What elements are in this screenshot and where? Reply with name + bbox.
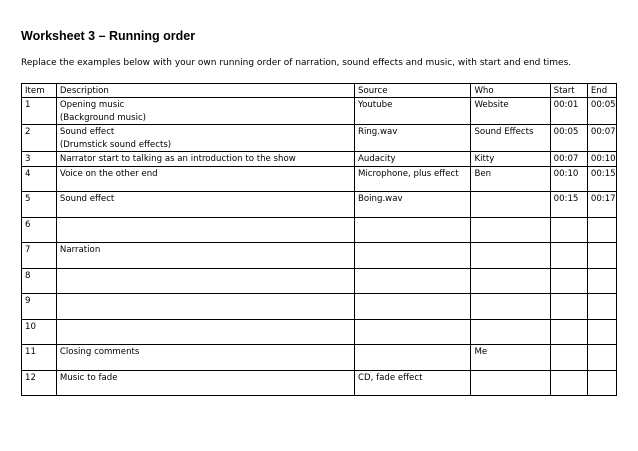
start-cell: 00:15 — [550, 192, 587, 218]
source-cell: Microphone, plus effect — [355, 166, 471, 192]
header-end: End — [587, 84, 616, 98]
end-cell — [587, 345, 616, 371]
item-cell: 11 — [22, 345, 57, 371]
who-cell — [471, 243, 550, 269]
description-cell: Sound effect — [56, 192, 354, 218]
end-cell: 00:05 — [587, 98, 616, 125]
source-cell — [355, 243, 471, 269]
description-cell — [56, 268, 354, 294]
who-cell — [471, 319, 550, 345]
item-cell: 5 — [22, 192, 57, 218]
description-line: (Drumstick sound effects) — [59, 139, 172, 150]
item-cell: 1 — [22, 98, 57, 125]
description-cell: Narration — [56, 243, 354, 269]
end-cell: 00:15 — [587, 166, 616, 192]
who-cell — [471, 268, 550, 294]
table-row — [22, 243, 617, 269]
item-cell: 4 — [22, 166, 57, 192]
header-start: Start — [550, 84, 587, 98]
who-cell: Kitty — [471, 152, 550, 167]
start-cell — [550, 345, 587, 371]
header-who: Who — [471, 84, 550, 98]
source-cell — [355, 294, 471, 320]
table-row — [22, 319, 617, 345]
source-cell: Ring.wav — [355, 125, 471, 152]
end-cell: 00:17 — [587, 192, 616, 218]
description-cell: Narrator start to talking as an introduction to the show — [56, 152, 354, 167]
start-cell — [550, 370, 587, 396]
end-cell: 00:07 — [587, 125, 616, 152]
table-row — [22, 345, 617, 371]
worksheet-instructions: Replace the examples below with your own running order of narration, sound effects and music, with start and end times. — [21, 58, 572, 68]
source-cell: Boing.wav — [355, 192, 471, 218]
who-cell: Sound Effects — [471, 125, 550, 152]
end-cell — [587, 268, 616, 294]
table-row — [22, 192, 617, 218]
who-cell — [471, 217, 550, 243]
table-header-row — [22, 84, 617, 98]
header-item: Item — [22, 84, 57, 98]
source-cell — [355, 319, 471, 345]
item-cell: 3 — [22, 152, 57, 167]
item-cell: 2 — [22, 125, 57, 152]
end-cell: 00:10 — [587, 152, 616, 167]
source-cell: Youtube — [355, 98, 471, 125]
description-cell — [56, 98, 354, 125]
end-cell — [587, 243, 616, 269]
who-cell — [471, 294, 550, 320]
description-cell: Music to fade — [56, 370, 354, 396]
source-cell — [355, 217, 471, 243]
who-cell — [471, 192, 550, 218]
end-cell — [587, 319, 616, 345]
start-cell — [550, 217, 587, 243]
table-row — [22, 125, 617, 152]
who-cell: Ben — [471, 166, 550, 192]
header-description: Description — [56, 84, 354, 98]
description-cell — [56, 217, 354, 243]
item-cell: 8 — [22, 268, 57, 294]
who-cell: Website — [471, 98, 550, 125]
end-cell — [587, 217, 616, 243]
start-cell — [550, 294, 587, 320]
description-cell — [56, 125, 354, 152]
description-line: (Background music) — [59, 112, 147, 123]
source-cell — [355, 268, 471, 294]
description-cell — [56, 294, 354, 320]
start-cell: 00:10 — [550, 166, 587, 192]
header-source: Source — [355, 84, 471, 98]
start-cell: 00:05 — [550, 125, 587, 152]
table-row — [22, 152, 617, 167]
start-cell: 00:01 — [550, 98, 587, 125]
description-line: Opening music — [59, 100, 125, 110]
table-row — [22, 370, 617, 396]
worksheet-title: Worksheet 3 – Running order — [21, 29, 196, 43]
description-cell: Voice on the other end — [56, 166, 354, 192]
source-cell — [355, 345, 471, 371]
source-cell: CD, fade effect — [355, 370, 471, 396]
running-order-table — [21, 83, 617, 396]
item-cell: 6 — [22, 217, 57, 243]
start-cell — [550, 319, 587, 345]
start-cell — [550, 268, 587, 294]
description-cell — [56, 319, 354, 345]
description-cell: Closing comments — [56, 345, 354, 371]
table-row — [22, 166, 617, 192]
start-cell: 00:07 — [550, 152, 587, 167]
start-cell — [550, 243, 587, 269]
who-cell: Me — [471, 345, 550, 371]
item-cell: 7 — [22, 243, 57, 269]
item-cell: 12 — [22, 370, 57, 396]
end-cell — [587, 294, 616, 320]
table-row — [22, 98, 617, 125]
item-cell: 9 — [22, 294, 57, 320]
table-row — [22, 294, 617, 320]
description-line: Sound effect — [59, 127, 115, 137]
who-cell — [471, 370, 550, 396]
table-row — [22, 268, 617, 294]
end-cell — [587, 370, 616, 396]
item-cell: 10 — [22, 319, 57, 345]
table-row — [22, 217, 617, 243]
source-cell: Audacity — [355, 152, 471, 167]
